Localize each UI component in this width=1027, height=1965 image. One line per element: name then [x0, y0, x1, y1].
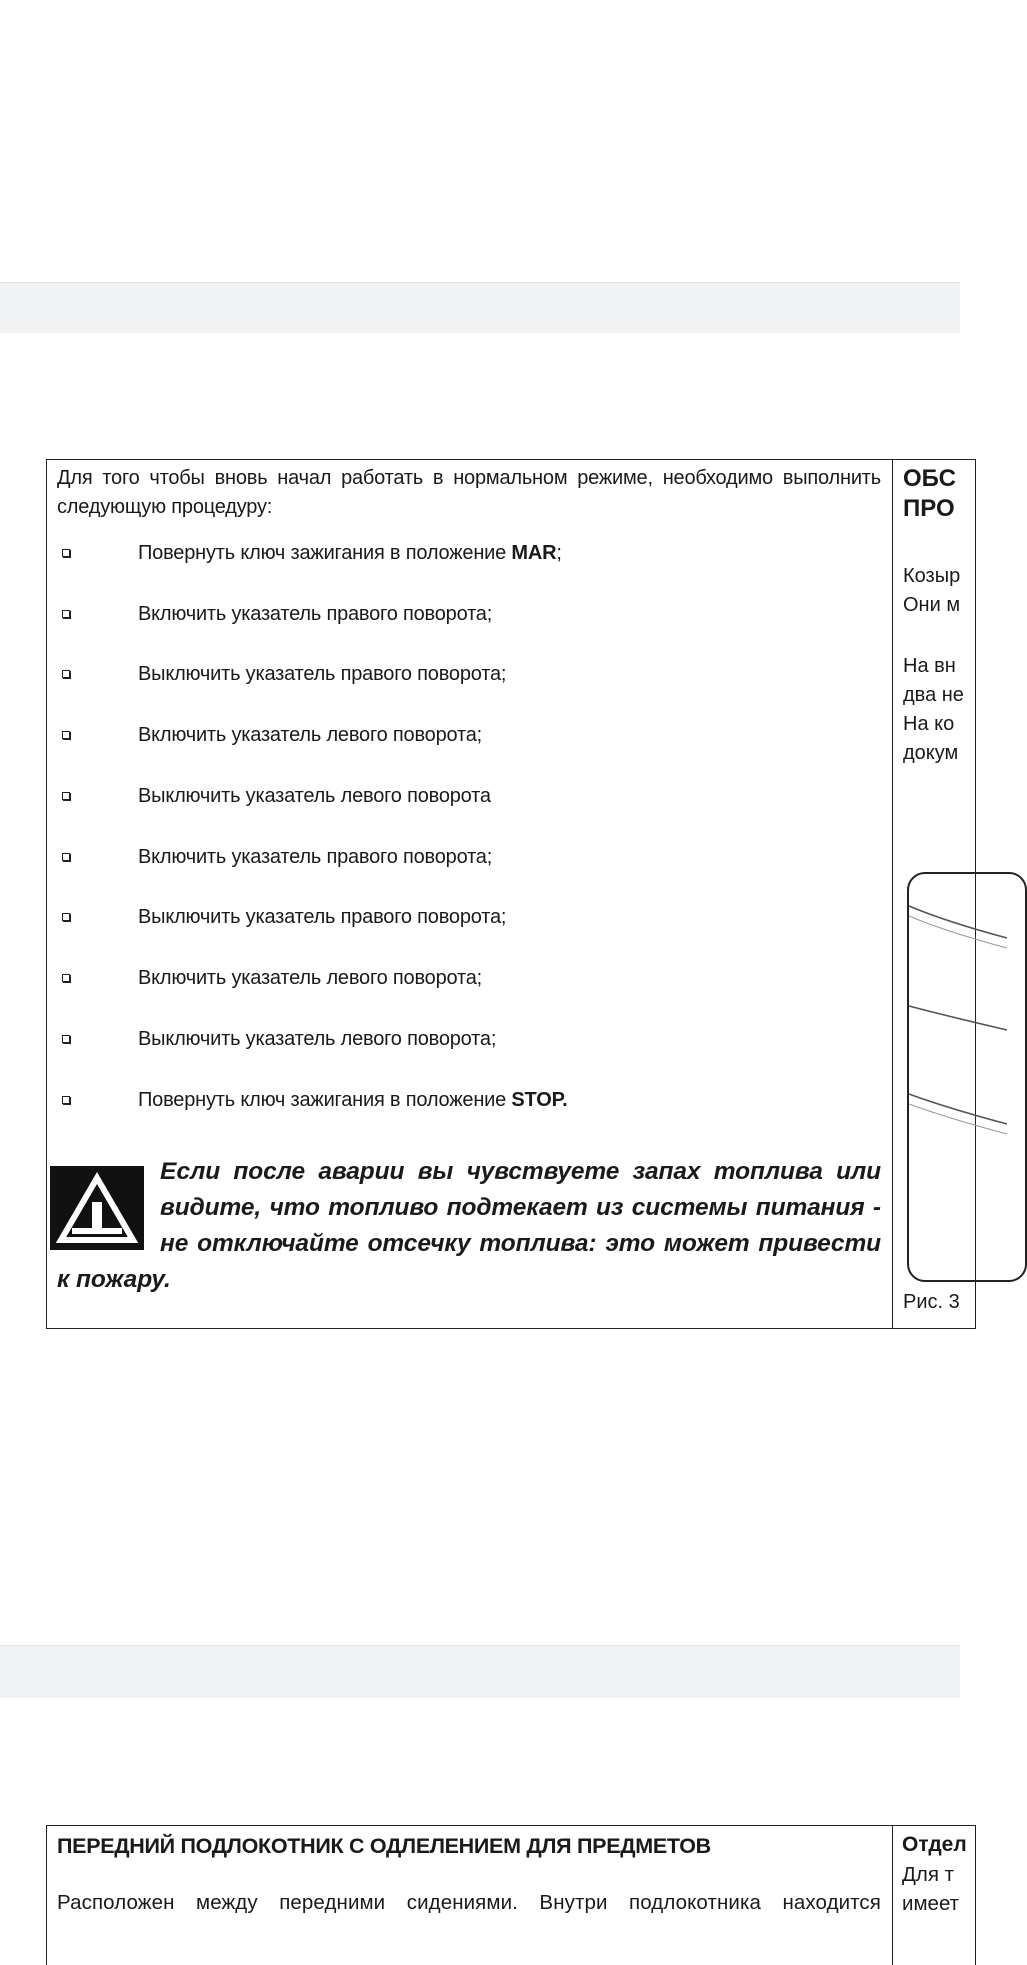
page-current: [0, 333, 964, 1646]
step-text: Включить указатель левого поворота;: [138, 724, 483, 746]
step-text: Повернуть ключ зажигания в положение STOP.: [138, 1089, 568, 1111]
section-title-line1: ОБС: [903, 465, 956, 492]
adjacent-column: [893, 460, 993, 1328]
checkbox-bullet-icon: [62, 549, 70, 557]
step-text: Выключить указатель правого поворота;: [138, 906, 507, 928]
step-text: Включить указатель правого поворота;: [138, 846, 493, 868]
adjacent-heading: Отдел: [902, 1833, 967, 1856]
text-line: Козыр: [903, 565, 961, 587]
page-previous: [0, 0, 960, 283]
adjacent-text-line: имеет: [902, 1892, 960, 1915]
procedure-step: [47, 781, 893, 811]
procedure-step: [47, 659, 893, 689]
text-line: два не: [903, 684, 964, 706]
text-line: На ко: [903, 713, 955, 735]
step-text: Выключить указатель левого поворота: [138, 785, 491, 807]
procedure-step: [47, 538, 893, 568]
adjacent-text-line: Для т: [902, 1863, 955, 1886]
warning-text: Если после аварии вы чувствуете запах топлива или видите, что топливо подтекает из системы питания - не отключайте отсечку топлива: это может привести к пожару.: [57, 1158, 881, 1293]
checkbox-bullet-icon: [62, 670, 70, 678]
procedure-step: [47, 902, 893, 932]
step-text: Включить указатель левого поворота;: [138, 967, 483, 989]
page-gap: [0, 1645, 960, 1699]
checkbox-bullet-icon: [62, 1035, 70, 1043]
fire-warning: [57, 1154, 881, 1298]
armrest-column: [47, 1826, 893, 1965]
checkbox-bullet-icon: [62, 610, 70, 618]
procedure-step: [47, 842, 893, 872]
checkbox-bullet-icon: [62, 974, 70, 982]
checkbox-bullet-icon: [62, 792, 70, 800]
text-line: Они м: [903, 594, 961, 616]
checkbox-bullet-icon: [62, 1096, 70, 1104]
text-line: На вн: [903, 655, 956, 677]
procedure-column: [47, 460, 893, 1328]
procedure-step: [47, 599, 893, 629]
step-text: Повернуть ключ зажигания в положение MAR;: [138, 542, 562, 564]
section-title-line2: ПРО: [903, 495, 955, 522]
step-text: Выключить указатель правого поворота;: [138, 663, 507, 685]
text-line: докум: [903, 742, 959, 764]
step-emphasis: STOP.: [511, 1089, 568, 1111]
procedure-step: [47, 720, 893, 750]
checkbox-bullet-icon: [62, 731, 70, 739]
page-gap: [0, 282, 960, 334]
page-next: [0, 1698, 967, 1920]
step-text: Выключить указатель левого поворота;: [138, 1028, 497, 1050]
procedure-step: [47, 963, 893, 993]
content-table: [46, 459, 976, 1329]
procedure-step: [47, 1024, 893, 1054]
figure-drawing: [907, 872, 1007, 1282]
figure-caption: Рис. 3: [903, 1291, 960, 1313]
section-heading: ПЕРЕДНИЙ ПОДЛОКОТНИК С ОДЛЕЛЕНИЕМ ДЛЯ ПРЕДМЕТОВ: [57, 1834, 711, 1858]
section-paragraph: Расположен между передними сидениями. Внутри подлокотника находится: [57, 1891, 881, 1914]
step-emphasis: MAR: [511, 542, 557, 564]
procedure-intro: Для того чтобы вновь начал работать в нормальном режиме, необходимо выполнить следующую процедуру:: [57, 467, 881, 518]
checkbox-bullet-icon: [62, 913, 70, 921]
content-table: [46, 1825, 976, 1965]
procedure-step: [47, 1085, 893, 1115]
checkbox-bullet-icon: [62, 853, 70, 861]
step-text: Включить указатель правого поворота;: [138, 603, 493, 625]
